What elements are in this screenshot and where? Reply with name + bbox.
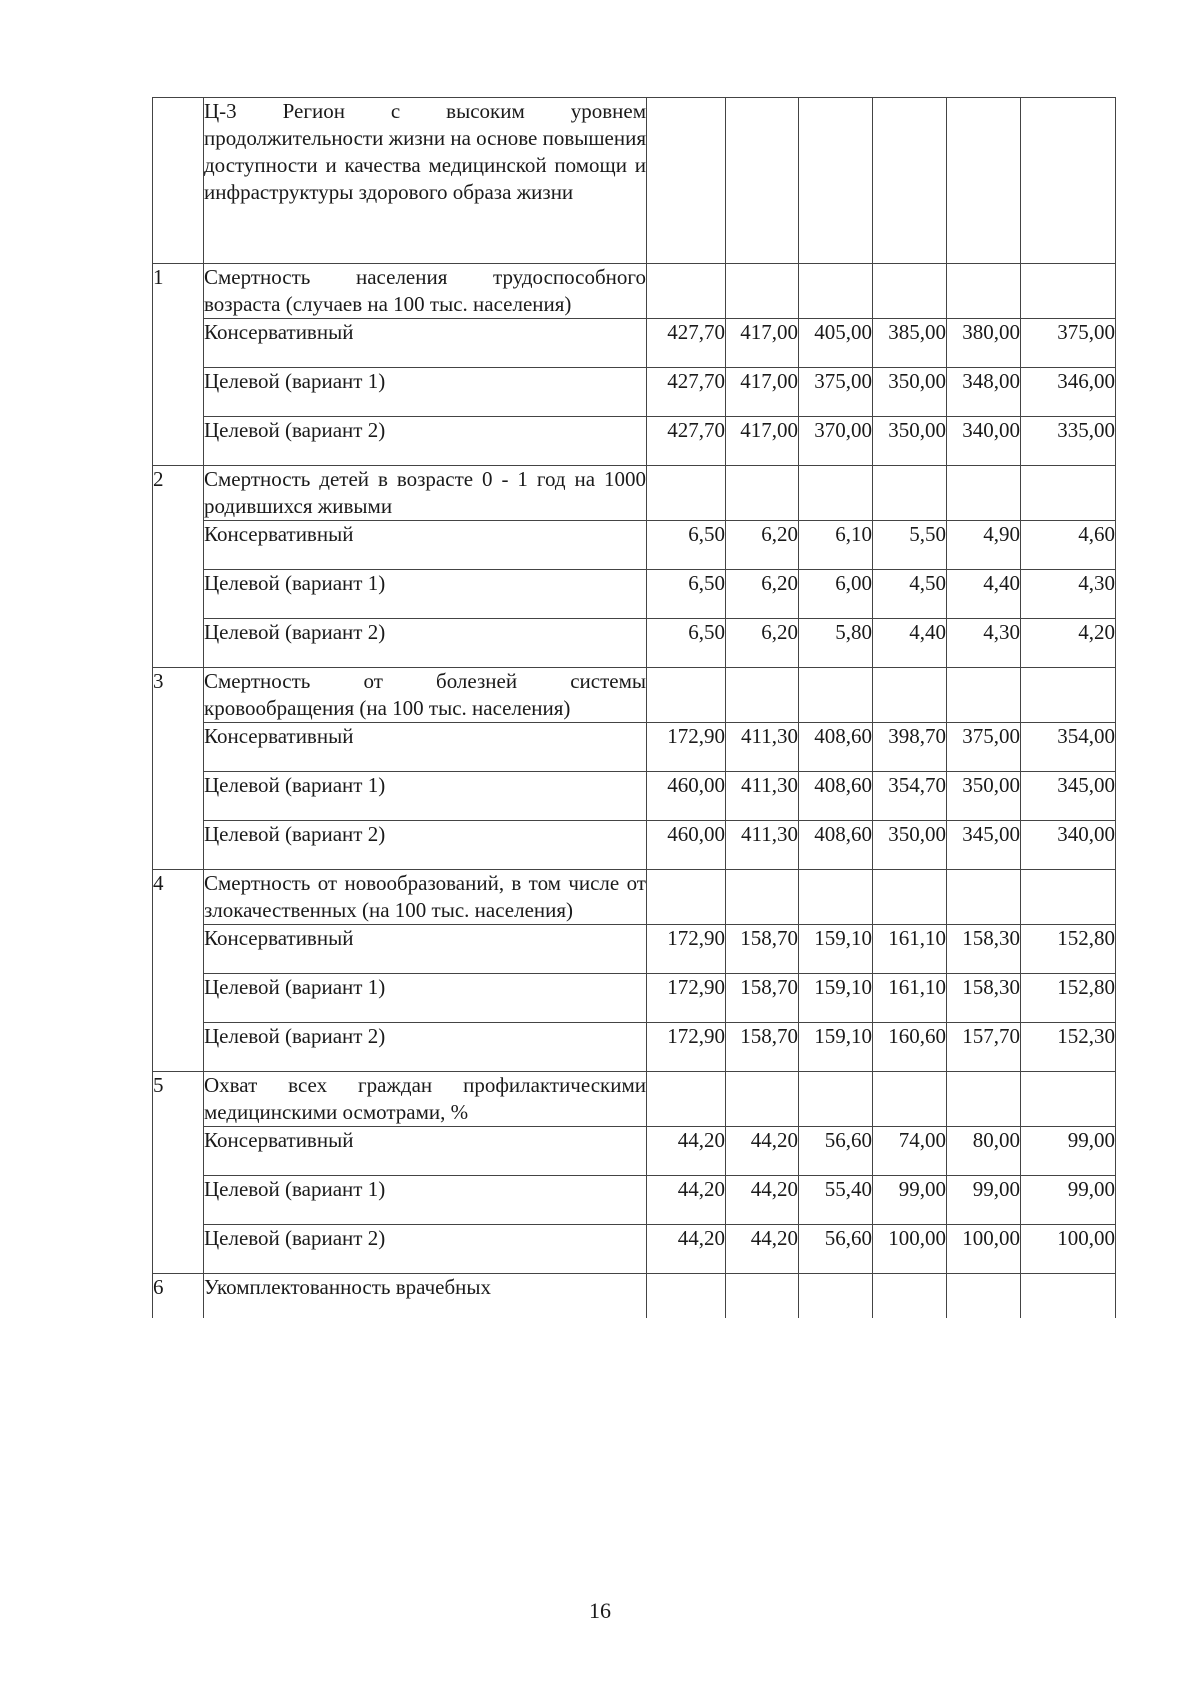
value-cell: 350,00 — [873, 368, 947, 417]
section-title: Ц-3 Регион с высоким уровнем продолжительности жизни на основе повышения доступности и качества медицинской помощи и инфраструктуры здорового образа жизни — [204, 98, 647, 264]
empty-cell — [799, 870, 873, 925]
value-cell: 100,00 — [873, 1225, 947, 1274]
variant-label: Целевой (вариант 2) — [204, 619, 647, 668]
variant-row — [153, 925, 1116, 974]
value-cell: 161,10 — [873, 974, 947, 1023]
variant-label: Целевой (вариант 1) — [204, 1176, 647, 1225]
empty-cell — [873, 668, 947, 723]
value-cell: 56,60 — [799, 1127, 873, 1176]
empty-cell — [726, 668, 799, 723]
value-cell: 44,20 — [647, 1225, 726, 1274]
indicator-title-row — [153, 466, 1116, 521]
value-cell: 370,00 — [799, 417, 873, 466]
empty-cell — [799, 264, 873, 319]
value-cell: 55,40 — [799, 1176, 873, 1225]
value-cell: 417,00 — [726, 319, 799, 368]
value-cell: 4,60 — [1021, 521, 1116, 570]
value-cell: 375,00 — [1021, 319, 1116, 368]
value-cell: 6,20 — [726, 521, 799, 570]
value-cell: 5,80 — [799, 619, 873, 668]
variant-label: Консервативный — [204, 1127, 647, 1176]
indicator-title-row — [153, 870, 1116, 925]
value-cell: 172,90 — [647, 974, 726, 1023]
value-cell: 346,00 — [1021, 368, 1116, 417]
indicator-number: 4 — [153, 870, 204, 1072]
indicator-title: Смертность детей в возрасте 0 - 1 год на 1000 родившихся живыми — [204, 466, 647, 521]
indicator-title-row — [153, 1274, 1116, 1319]
value-cell: 348,00 — [947, 368, 1021, 417]
variant-row — [153, 368, 1116, 417]
variant-label: Целевой (вариант 1) — [204, 368, 647, 417]
variant-label: Консервативный — [204, 319, 647, 368]
empty-cell — [647, 98, 726, 264]
variant-row — [153, 1225, 1116, 1274]
empty-cell — [799, 98, 873, 264]
value-cell: 159,10 — [799, 1023, 873, 1072]
empty-cell — [947, 1274, 1021, 1319]
value-cell: 4,90 — [947, 521, 1021, 570]
value-cell: 6,00 — [799, 570, 873, 619]
variant-label: Консервативный — [204, 723, 647, 772]
value-cell: 4,30 — [947, 619, 1021, 668]
empty-cell — [947, 466, 1021, 521]
empty-cell — [799, 466, 873, 521]
empty-cell — [647, 466, 726, 521]
variant-row — [153, 417, 1116, 466]
value-cell: 160,60 — [873, 1023, 947, 1072]
value-cell: 80,00 — [947, 1127, 1021, 1176]
value-cell: 5,50 — [873, 521, 947, 570]
value-cell: 6,50 — [647, 619, 726, 668]
variant-label: Целевой (вариант 1) — [204, 974, 647, 1023]
indicator-title-row — [153, 1072, 1116, 1127]
value-cell: 44,20 — [726, 1225, 799, 1274]
value-cell: 340,00 — [947, 417, 1021, 466]
value-cell: 385,00 — [873, 319, 947, 368]
variant-label: Целевой (вариант 2) — [204, 1225, 647, 1274]
value-cell: 375,00 — [799, 368, 873, 417]
indicator-title: Смертность от болезней системы кровообращения (на 100 тыс. населения) — [204, 668, 647, 723]
empty-cell — [799, 668, 873, 723]
empty-cell — [647, 668, 726, 723]
indicator-number: 3 — [153, 668, 204, 870]
variant-label: Целевой (вариант 2) — [204, 821, 647, 870]
value-cell: 152,80 — [1021, 925, 1116, 974]
variant-row — [153, 619, 1116, 668]
value-cell: 345,00 — [947, 821, 1021, 870]
value-cell: 417,00 — [726, 368, 799, 417]
indicator-title-row — [153, 668, 1116, 723]
page-number: 16 — [589, 1598, 611, 1623]
value-cell: 161,10 — [873, 925, 947, 974]
variant-row — [153, 1176, 1116, 1225]
value-cell: 427,70 — [647, 319, 726, 368]
value-cell: 44,20 — [726, 1176, 799, 1225]
num-cell — [153, 98, 204, 264]
value-cell: 159,10 — [799, 925, 873, 974]
empty-cell — [947, 1072, 1021, 1127]
value-cell: 99,00 — [947, 1176, 1021, 1225]
value-cell: 405,00 — [799, 319, 873, 368]
value-cell: 44,20 — [647, 1176, 726, 1225]
indicators-table — [152, 97, 1116, 1318]
value-cell: 350,00 — [947, 772, 1021, 821]
value-cell: 354,70 — [873, 772, 947, 821]
empty-cell — [873, 264, 947, 319]
empty-cell — [799, 1274, 873, 1319]
value-cell: 411,30 — [726, 772, 799, 821]
value-cell: 44,20 — [726, 1127, 799, 1176]
variant-label: Целевой (вариант 1) — [204, 570, 647, 619]
value-cell: 408,60 — [799, 772, 873, 821]
section-header-row — [153, 98, 1116, 264]
variant-row — [153, 1127, 1116, 1176]
value-cell: 335,00 — [1021, 417, 1116, 466]
empty-cell — [1021, 1072, 1116, 1127]
value-cell: 172,90 — [647, 1023, 726, 1072]
empty-cell — [947, 98, 1021, 264]
empty-cell — [647, 264, 726, 319]
indicator-title-row — [153, 264, 1116, 319]
value-cell: 4,40 — [873, 619, 947, 668]
variant-row — [153, 821, 1116, 870]
value-cell: 427,70 — [647, 368, 726, 417]
value-cell: 4,50 — [873, 570, 947, 619]
value-cell: 6,50 — [647, 521, 726, 570]
value-cell: 99,00 — [1021, 1176, 1116, 1225]
value-cell: 152,30 — [1021, 1023, 1116, 1072]
indicator-number: 1 — [153, 264, 204, 466]
value-cell: 159,10 — [799, 974, 873, 1023]
value-cell: 417,00 — [726, 417, 799, 466]
empty-cell — [947, 264, 1021, 319]
value-cell: 354,00 — [1021, 723, 1116, 772]
indicator-number: 5 — [153, 1072, 204, 1274]
value-cell: 411,30 — [726, 821, 799, 870]
value-cell: 100,00 — [1021, 1225, 1116, 1274]
empty-cell — [1021, 264, 1116, 319]
variant-row — [153, 772, 1116, 821]
value-cell: 350,00 — [873, 821, 947, 870]
value-cell: 100,00 — [947, 1225, 1021, 1274]
empty-cell — [1021, 870, 1116, 925]
value-cell: 6,50 — [647, 570, 726, 619]
value-cell: 152,80 — [1021, 974, 1116, 1023]
value-cell: 44,20 — [647, 1127, 726, 1176]
value-cell: 411,30 — [726, 723, 799, 772]
empty-cell — [873, 1072, 947, 1127]
empty-cell — [1021, 1274, 1116, 1319]
value-cell: 6,20 — [726, 570, 799, 619]
value-cell: 172,90 — [647, 925, 726, 974]
indicator-number: 6 — [153, 1274, 204, 1319]
variant-label: Консервативный — [204, 925, 647, 974]
indicator-title: Смертность населения трудоспособного возраста (случаев на 100 тыс. населения) — [204, 264, 647, 319]
value-cell: 157,70 — [947, 1023, 1021, 1072]
value-cell: 460,00 — [647, 772, 726, 821]
empty-cell — [947, 870, 1021, 925]
value-cell: 99,00 — [1021, 1127, 1116, 1176]
value-cell: 427,70 — [647, 417, 726, 466]
variant-row — [153, 570, 1116, 619]
value-cell: 408,60 — [799, 821, 873, 870]
value-cell: 158,70 — [726, 974, 799, 1023]
value-cell: 158,70 — [726, 925, 799, 974]
empty-cell — [1021, 98, 1116, 264]
empty-cell — [1021, 466, 1116, 521]
value-cell: 398,70 — [873, 723, 947, 772]
value-cell: 4,20 — [1021, 619, 1116, 668]
variant-label: Целевой (вариант 2) — [204, 1023, 647, 1072]
empty-cell — [647, 1072, 726, 1127]
empty-cell — [726, 264, 799, 319]
value-cell: 408,60 — [799, 723, 873, 772]
empty-cell — [726, 466, 799, 521]
empty-cell — [799, 1072, 873, 1127]
empty-cell — [726, 870, 799, 925]
value-cell: 460,00 — [647, 821, 726, 870]
value-cell: 158,70 — [726, 1023, 799, 1072]
empty-cell — [647, 870, 726, 925]
variant-row — [153, 319, 1116, 368]
value-cell: 172,90 — [647, 723, 726, 772]
empty-cell — [1021, 668, 1116, 723]
variant-row — [153, 521, 1116, 570]
value-cell: 345,00 — [1021, 772, 1116, 821]
value-cell: 375,00 — [947, 723, 1021, 772]
empty-cell — [873, 466, 947, 521]
value-cell: 4,40 — [947, 570, 1021, 619]
value-cell: 158,30 — [947, 925, 1021, 974]
indicator-number: 2 — [153, 466, 204, 668]
empty-cell — [726, 98, 799, 264]
value-cell: 350,00 — [873, 417, 947, 466]
empty-cell — [726, 1072, 799, 1127]
empty-cell — [873, 870, 947, 925]
value-cell: 158,30 — [947, 974, 1021, 1023]
indicator-title: Смертность от новообразований, в том числе от злокачественных (на 100 тыс. населения) — [204, 870, 647, 925]
variant-label: Целевой (вариант 2) — [204, 417, 647, 466]
indicator-title: Охват всех граждан профилактическими медицинскими осмотрами, % — [204, 1072, 647, 1127]
value-cell: 74,00 — [873, 1127, 947, 1176]
value-cell: 340,00 — [1021, 821, 1116, 870]
indicator-title: Укомплектованность врачебных — [204, 1274, 647, 1319]
variant-row — [153, 723, 1116, 772]
variant-row — [153, 974, 1116, 1023]
empty-cell — [647, 1274, 726, 1319]
empty-cell — [873, 1274, 947, 1319]
variant-label: Целевой (вариант 1) — [204, 772, 647, 821]
value-cell: 6,10 — [799, 521, 873, 570]
value-cell: 56,60 — [799, 1225, 873, 1274]
value-cell: 6,20 — [726, 619, 799, 668]
value-cell: 4,30 — [1021, 570, 1116, 619]
variant-label: Консервативный — [204, 521, 647, 570]
empty-cell — [947, 668, 1021, 723]
value-cell: 380,00 — [947, 319, 1021, 368]
variant-row — [153, 1023, 1116, 1072]
empty-cell — [873, 98, 947, 264]
empty-cell — [726, 1274, 799, 1319]
value-cell: 99,00 — [873, 1176, 947, 1225]
